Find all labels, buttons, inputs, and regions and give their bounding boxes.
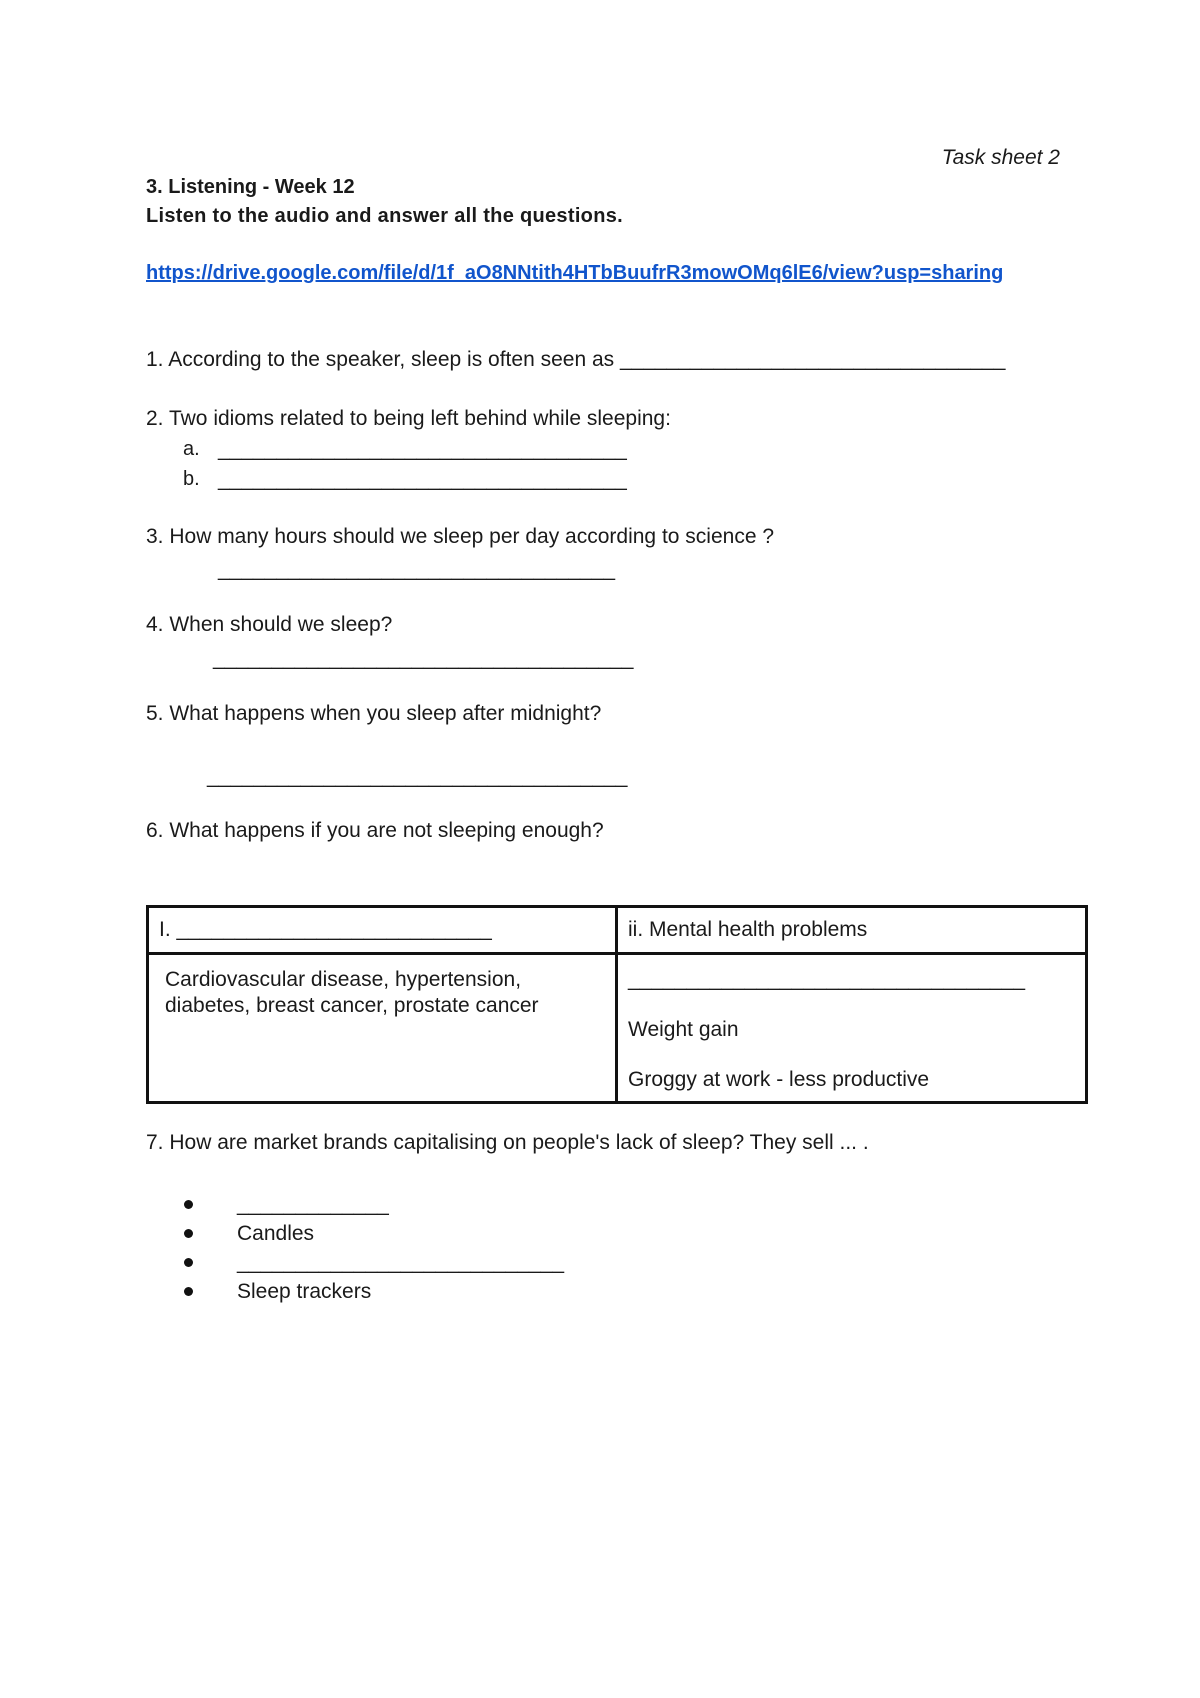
table-cell-r1c1: I. ___________________________ [159, 918, 492, 941]
table-cell-r2c2-blank: __________________________________ [628, 968, 1026, 991]
table-cell [617, 907, 1087, 954]
table-cell-r2c2-groggy: Groggy at work - less productive [628, 1068, 930, 1091]
brands-list [146, 1190, 564, 1306]
table-cell-r1c2: ii. Mental health problems [628, 918, 868, 941]
bullet-icon [184, 1258, 193, 1267]
table-cell [617, 954, 1087, 1103]
list-item-text: ____________________________ [237, 1251, 565, 1274]
section-title: 3. Listening - Week 12 [146, 176, 355, 198]
audio-link[interactable]: https://drive.google.com/file/d/1f_aO8NNtith4HTbBuufrR3mowOMq6lE6/view?usp=sharing [146, 262, 1004, 284]
question-3: 3. How many hours should we sleep per day according to science ? [146, 525, 775, 548]
question-4-blank: ____________________________________ [213, 647, 634, 670]
question-2a-label: a. [183, 438, 200, 460]
list-item [146, 1219, 564, 1248]
question-7: 7. How are market brands capitalising on people's lack of sleep? They sell ... . [146, 1131, 869, 1154]
table-row [148, 954, 1087, 1103]
question-2: 2. Two idioms related to being left behind while sleeping: [146, 407, 671, 430]
list-item-text: Candles [237, 1222, 315, 1245]
bullet-icon [184, 1287, 193, 1296]
list-item-text: Sleep trackers [237, 1280, 372, 1303]
question-5: 5. What happens when you sleep after midnight? [146, 702, 602, 725]
question-5-blank: ____________________________________ [207, 765, 628, 788]
question-1: 1. According to the speaker, sleep is often seen as _________________________________ [146, 348, 1006, 371]
table-cell [148, 954, 617, 1103]
list-item [146, 1248, 564, 1277]
table-cell-r2c1: Cardiovascular disease, hypertension, diabetes, breast cancer, prostate cancer [165, 968, 539, 1017]
question-2a-blank: ___________________________________ [218, 438, 627, 461]
question-6: 6. What happens if you are not sleeping enough? [146, 819, 604, 842]
table-cell-r2c2-weight: Weight gain [628, 1018, 739, 1041]
list-item [146, 1190, 564, 1219]
table-cell [148, 907, 617, 954]
list-item-text: _____________ [237, 1193, 389, 1216]
question-4: 4. When should we sleep? [146, 613, 393, 636]
table-row [148, 907, 1087, 954]
bullet-icon [184, 1200, 193, 1209]
effects-table [146, 905, 1088, 1104]
instruction-text: Listen to the audio and answer all the questions. [146, 205, 623, 227]
bullet-icon [184, 1229, 193, 1238]
list-item [146, 1277, 564, 1306]
question-2b-label: b. [183, 468, 200, 490]
question-2b-blank: ___________________________________ [218, 468, 627, 491]
question-3-blank: __________________________________ [218, 558, 616, 581]
sheet-label: Task sheet 2 [941, 146, 1060, 169]
